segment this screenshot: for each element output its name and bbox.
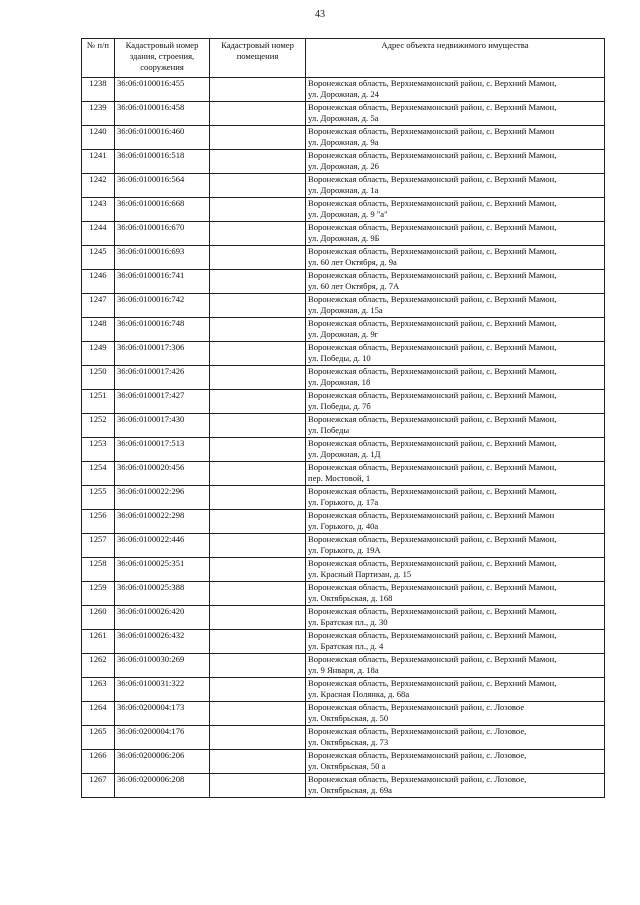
address-cell xyxy=(306,150,605,174)
row-number: 1254 xyxy=(82,462,115,486)
row-number: 1260 xyxy=(82,606,115,630)
room-cadastral-number xyxy=(210,390,306,414)
room-cadastral-number xyxy=(210,774,306,798)
address-line: Воронежская область, Верхнемамонский район, с. Верхний Мамон, xyxy=(308,414,557,424)
address-line: ул. Дорожная, д. 26 xyxy=(308,161,379,171)
table-row xyxy=(82,702,605,726)
address-cell xyxy=(306,774,605,798)
building-cadastral-number: 36:06:0100016:518 xyxy=(115,150,210,174)
row-number: 1263 xyxy=(82,678,115,702)
address-line: Воронежская область, Верхнемамонский район, с. Верхний Мамон, xyxy=(308,462,557,472)
address-line: Воронежская область, Верхнемамонский район, с. Лозовое xyxy=(308,702,525,712)
address-line: ул. Победы xyxy=(308,425,350,435)
header-building-cadastral: Кадастровый номер здания, строения, сооружения xyxy=(115,39,210,78)
building-cadastral-number: 36:06:0100025:388 xyxy=(115,582,210,606)
address-line: ул. Горького, д. 19А xyxy=(308,545,381,555)
room-cadastral-number xyxy=(210,702,306,726)
address-cell xyxy=(306,222,605,246)
building-cadastral-number: 36:06:0200006:208 xyxy=(115,774,210,798)
address-line: Воронежская область, Верхнемамонский район, с. Верхний Мамон, xyxy=(308,342,557,352)
address-cell xyxy=(306,510,605,534)
table-row xyxy=(82,126,605,150)
row-number: 1266 xyxy=(82,750,115,774)
address-line: Воронежская область, Верхнемамонский район, с. Верхний Мамон, xyxy=(308,678,557,688)
header-room-cadastral: Кадастровый номер помещения xyxy=(210,39,306,78)
row-number: 1258 xyxy=(82,558,115,582)
row-number: 1264 xyxy=(82,702,115,726)
room-cadastral-number xyxy=(210,102,306,126)
address-line: ул. Октябрьская, 50 а xyxy=(308,761,386,771)
table-row xyxy=(82,582,605,606)
room-cadastral-number xyxy=(210,750,306,774)
table-row xyxy=(82,774,605,798)
building-cadastral-number: 36:06:0200004:176 xyxy=(115,726,210,750)
address-line: ул. 60 лет Октября, д. 9а xyxy=(308,257,397,267)
address-line: ул. Дорожная, д. 9а xyxy=(308,137,379,147)
row-number: 1238 xyxy=(82,78,115,102)
building-cadastral-number: 36:06:0100016:564 xyxy=(115,174,210,198)
building-cadastral-number: 36:06:0100022:446 xyxy=(115,534,210,558)
row-number: 1267 xyxy=(82,774,115,798)
address-line: ул. Горького, д. 40а xyxy=(308,521,379,531)
building-cadastral-number: 36:06:0100022:298 xyxy=(115,510,210,534)
room-cadastral-number xyxy=(210,294,306,318)
building-cadastral-number: 36:06:0100017:513 xyxy=(115,438,210,462)
building-cadastral-number: 36:06:0100016:748 xyxy=(115,318,210,342)
table-header-row xyxy=(82,39,605,78)
room-cadastral-number xyxy=(210,174,306,198)
address-line: ул. 60 лет Октября, д. 7А xyxy=(308,281,400,291)
address-cell xyxy=(306,198,605,222)
address-line: ул. Дорожная, д. 1Д xyxy=(308,449,381,459)
table-body xyxy=(82,78,605,798)
address-cell xyxy=(306,270,605,294)
row-number: 1241 xyxy=(82,150,115,174)
room-cadastral-number xyxy=(210,414,306,438)
address-line: пер. Мостовой, 1 xyxy=(308,473,371,483)
address-line: ул. Красный Партизан, д. 15 xyxy=(308,569,412,579)
address-cell xyxy=(306,558,605,582)
address-cell xyxy=(306,630,605,654)
room-cadastral-number xyxy=(210,342,306,366)
room-cadastral-number xyxy=(210,366,306,390)
address-line: Воронежская область, Верхнемамонский район, с. Верхний Мамон, xyxy=(308,486,557,496)
table-row xyxy=(82,318,605,342)
address-cell xyxy=(306,294,605,318)
table-row xyxy=(82,150,605,174)
address-line: ул. Победы, д. 10 xyxy=(308,353,371,363)
row-number: 1242 xyxy=(82,174,115,198)
address-line: Воронежская область, Верхнемамонский район, с. Лозовое, xyxy=(308,726,527,736)
building-cadastral-number: 36:06:0100017:426 xyxy=(115,366,210,390)
address-line: Воронежская область, Верхнемамонский район, с. Лозовое, xyxy=(308,750,527,760)
table-row xyxy=(82,198,605,222)
address-cell xyxy=(306,654,605,678)
address-line: Воронежская область, Верхнемамонский район, с. Верхний Мамон, xyxy=(308,270,557,280)
room-cadastral-number xyxy=(210,318,306,342)
row-number: 1256 xyxy=(82,510,115,534)
row-number: 1249 xyxy=(82,342,115,366)
address-line: Воронежская область, Верхнемамонский район, с. Верхний Мамон, xyxy=(308,582,557,592)
table-row xyxy=(82,750,605,774)
row-number: 1251 xyxy=(82,390,115,414)
building-cadastral-number: 36:06:0200004:173 xyxy=(115,702,210,726)
address-line: ул. Дорожная, д. 9г xyxy=(308,329,379,339)
room-cadastral-number xyxy=(210,198,306,222)
table-row xyxy=(82,462,605,486)
address-line: ул. Дорожная, д. 24 xyxy=(308,89,379,99)
address-line: Воронежская область, Верхнемамонский район, с. Верхний Мамон, xyxy=(308,606,557,616)
address-cell xyxy=(306,438,605,462)
address-line: Воронежская область, Верхнемамонский район, с. Верхний Мамон, xyxy=(308,390,557,400)
address-cell xyxy=(306,174,605,198)
room-cadastral-number xyxy=(210,126,306,150)
address-cell xyxy=(306,606,605,630)
address-line: Воронежская область, Верхнемамонский район, с. Верхний Мамон, xyxy=(308,438,557,448)
address-cell xyxy=(306,534,605,558)
building-cadastral-number: 36:06:0100020:456 xyxy=(115,462,210,486)
row-number: 1244 xyxy=(82,222,115,246)
room-cadastral-number xyxy=(210,462,306,486)
address-line: ул. Дорожная, д. 9Б xyxy=(308,233,380,243)
building-cadastral-number: 36:06:0100030:269 xyxy=(115,654,210,678)
address-line: Воронежская область, Верхнемамонский район, с. Верхний Мамон, xyxy=(308,102,557,112)
building-cadastral-number: 36:06:0100017:306 xyxy=(115,342,210,366)
address-line: Воронежская область, Верхнемамонский район, с. Верхний Мамон, xyxy=(308,198,557,208)
table-row xyxy=(82,342,605,366)
room-cadastral-number xyxy=(210,438,306,462)
row-number: 1259 xyxy=(82,582,115,606)
room-cadastral-number xyxy=(210,534,306,558)
row-number: 1253 xyxy=(82,438,115,462)
address-cell xyxy=(306,126,605,150)
table-row xyxy=(82,726,605,750)
room-cadastral-number xyxy=(210,630,306,654)
table-row xyxy=(82,438,605,462)
address-cell xyxy=(306,414,605,438)
building-cadastral-number: 36:06:0100016:670 xyxy=(115,222,210,246)
table-row xyxy=(82,510,605,534)
room-cadastral-number xyxy=(210,606,306,630)
building-cadastral-number: 36:06:0100016:742 xyxy=(115,294,210,318)
header-num: № п/п xyxy=(82,39,115,78)
address-line: Воронежская область, Верхнемамонский район, с. Верхний Мамон, xyxy=(308,294,557,304)
address-line: Воронежская область, Верхнемамонский район, с. Верхний Мамон xyxy=(308,510,555,520)
address-line: ул. Октябрьская, д. 50 xyxy=(308,713,389,723)
table-row xyxy=(82,678,605,702)
address-line: ул. Дорожная, д. 5а xyxy=(308,113,379,123)
address-cell xyxy=(306,582,605,606)
building-cadastral-number: 36:06:0100025:351 xyxy=(115,558,210,582)
room-cadastral-number xyxy=(210,582,306,606)
table-row xyxy=(82,222,605,246)
room-cadastral-number xyxy=(210,678,306,702)
row-number: 1247 xyxy=(82,294,115,318)
row-number: 1265 xyxy=(82,726,115,750)
property-registry-table xyxy=(81,38,605,798)
address-line: Воронежская область, Верхнемамонский район, с. Верхний Мамон, xyxy=(308,558,557,568)
room-cadastral-number xyxy=(210,654,306,678)
building-cadastral-number: 36:06:0100016:460 xyxy=(115,126,210,150)
address-line: Воронежская область, Верхнемамонский район, с. Верхний Мамон, xyxy=(308,150,557,160)
table-row xyxy=(82,246,605,270)
room-cadastral-number xyxy=(210,78,306,102)
table-row xyxy=(82,102,605,126)
building-cadastral-number: 36:06:0100026:432 xyxy=(115,630,210,654)
building-cadastral-number: 36:06:0100017:427 xyxy=(115,390,210,414)
page-number: 43 xyxy=(315,9,325,20)
address-line: Воронежская область, Верхнемамонский район, с. Верхний Мамон, xyxy=(308,534,557,544)
room-cadastral-number xyxy=(210,486,306,510)
address-line: Воронежская область, Верхнемамонский район, с. Лозовое, xyxy=(308,774,527,784)
address-line: ул. Братская пл., д. 30 xyxy=(308,617,388,627)
table-row xyxy=(82,534,605,558)
address-line: ул. Победы, д. 7б xyxy=(308,401,371,411)
address-cell xyxy=(306,750,605,774)
building-cadastral-number: 36:06:0100031:322 xyxy=(115,678,210,702)
address-cell xyxy=(306,390,605,414)
row-number: 1255 xyxy=(82,486,115,510)
table-row xyxy=(82,270,605,294)
address-cell xyxy=(306,318,605,342)
address-line: Воронежская область, Верхнемамонский район, с. Верхний Мамон, xyxy=(308,174,557,184)
row-number: 1250 xyxy=(82,366,115,390)
row-number: 1245 xyxy=(82,246,115,270)
address-line: ул. Дорожная, 18 xyxy=(308,377,371,387)
address-line: ул. Красная Полянка, д. 68а xyxy=(308,689,410,699)
address-line: Воронежская область, Верхнемамонский район, с. Верхний Мамон, xyxy=(308,366,557,376)
table-row xyxy=(82,606,605,630)
building-cadastral-number: 36:06:0200006:206 xyxy=(115,750,210,774)
row-number: 1248 xyxy=(82,318,115,342)
room-cadastral-number xyxy=(210,246,306,270)
address-line: ул. Дорожная, д. 1а xyxy=(308,185,379,195)
address-cell xyxy=(306,486,605,510)
building-cadastral-number: 36:06:0100016:455 xyxy=(115,78,210,102)
address-line: Воронежская область, Верхнемамонский район, с. Верхний Мамон, xyxy=(308,222,557,232)
table-row xyxy=(82,654,605,678)
room-cadastral-number xyxy=(210,222,306,246)
room-cadastral-number xyxy=(210,726,306,750)
address-line: ул. Дорожная, д. 15а xyxy=(308,305,383,315)
address-line: Воронежская область, Верхнемамонский район, с. Верхний Мамон, xyxy=(308,630,557,640)
table-row xyxy=(82,294,605,318)
building-cadastral-number: 36:06:0100016:741 xyxy=(115,270,210,294)
building-cadastral-number: 36:06:0100022:296 xyxy=(115,486,210,510)
address-line: ул. Братская пл., д. 4 xyxy=(308,641,384,651)
header-address: Адрес объекта недвижимого имущества xyxy=(306,39,605,78)
address-cell xyxy=(306,366,605,390)
table-row xyxy=(82,390,605,414)
table-row xyxy=(82,558,605,582)
room-cadastral-number xyxy=(210,558,306,582)
room-cadastral-number xyxy=(210,510,306,534)
address-line: ул. Октябрьская, д. 168 xyxy=(308,593,393,603)
building-cadastral-number: 36:06:0100026:420 xyxy=(115,606,210,630)
building-cadastral-number: 36:06:0100016:693 xyxy=(115,246,210,270)
address-cell xyxy=(306,702,605,726)
address-line: Воронежская область, Верхнемамонский район, с. Верхний Мамон, xyxy=(308,654,557,664)
address-line: ул. Горького, д. 17а xyxy=(308,497,379,507)
address-cell xyxy=(306,246,605,270)
building-cadastral-number: 36:06:0100017:430 xyxy=(115,414,210,438)
address-line: Воронежская область, Верхнемамонский район, с. Верхний Мамон, xyxy=(308,78,557,88)
row-number: 1246 xyxy=(82,270,115,294)
table-row xyxy=(82,366,605,390)
table-row xyxy=(82,486,605,510)
address-cell xyxy=(306,78,605,102)
row-number: 1240 xyxy=(82,126,115,150)
address-cell xyxy=(306,462,605,486)
building-cadastral-number: 36:06:0100016:458 xyxy=(115,102,210,126)
address-line: ул. 9 Января, д. 18а xyxy=(308,665,379,675)
row-number: 1261 xyxy=(82,630,115,654)
address-line: Воронежская область, Верхнемамонский район, с. Верхний Мамон xyxy=(308,126,555,136)
address-line: ул. Дорожная, д. 9 "а" xyxy=(308,209,388,219)
building-cadastral-number: 36:06:0100016:668 xyxy=(115,198,210,222)
address-cell xyxy=(306,102,605,126)
table-row xyxy=(82,78,605,102)
address-line: ул. Октябрьская, д. 69а xyxy=(308,785,392,795)
table-row xyxy=(82,174,605,198)
row-number: 1262 xyxy=(82,654,115,678)
address-cell xyxy=(306,678,605,702)
table-row xyxy=(82,630,605,654)
row-number: 1257 xyxy=(82,534,115,558)
row-number: 1243 xyxy=(82,198,115,222)
room-cadastral-number xyxy=(210,150,306,174)
address-line: Воронежская область, Верхнемамонский район, с. Верхний Мамон, xyxy=(308,246,557,256)
row-number: 1239 xyxy=(82,102,115,126)
address-line: ул. Октябрьская, д. 73 xyxy=(308,737,389,747)
address-cell xyxy=(306,342,605,366)
address-line: Воронежская область, Верхнемамонский район, с. Верхний Мамон, xyxy=(308,318,557,328)
room-cadastral-number xyxy=(210,270,306,294)
table-row xyxy=(82,414,605,438)
row-number: 1252 xyxy=(82,414,115,438)
address-cell xyxy=(306,726,605,750)
